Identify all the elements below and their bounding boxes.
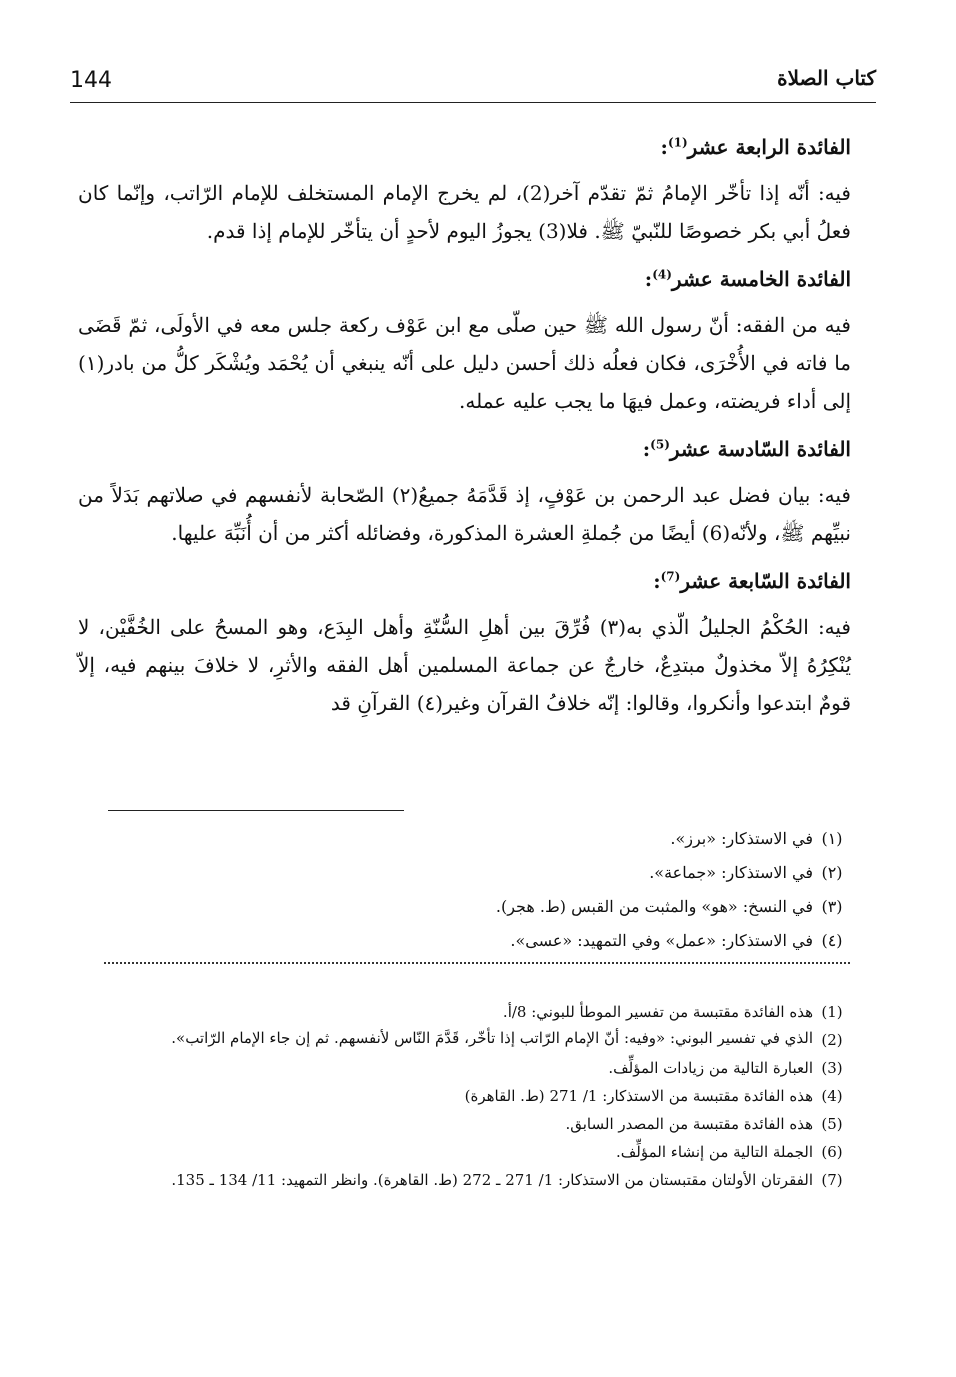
footnote-number: (7) bbox=[821, 1171, 843, 1189]
footnote-number: (٢) bbox=[821, 863, 843, 882]
page-number: 144 bbox=[70, 68, 112, 93]
footnote-number: (٤) bbox=[821, 931, 843, 950]
footnote-ref[interactable]: (1) bbox=[667, 135, 688, 150]
source-footnotes bbox=[76, 998, 851, 1194]
footnote-text: في الاستذكار: «برز». bbox=[670, 829, 813, 848]
footnote bbox=[76, 1082, 851, 1110]
section bbox=[78, 566, 851, 722]
footnote-text: هذه الفائدة مقتبسة من المصدر السابق. bbox=[565, 1115, 813, 1133]
footnote bbox=[76, 1110, 851, 1138]
footnote bbox=[380, 822, 851, 856]
footnote bbox=[380, 924, 851, 958]
footnote-text: الفقرتان الأولتان مقتبستان من الاستذكار: 1/ 271 ـ 272 (ط. القاهرة). وانظر التمهيد: 11/ 134 ـ 135. bbox=[171, 1171, 813, 1189]
footnote-text: العبارة التالية من زيادات المؤلِّف. bbox=[608, 1059, 813, 1077]
footnote bbox=[76, 1138, 851, 1166]
header-rule bbox=[70, 102, 876, 103]
section-paragraph: فيه: الحُكْمُ الجليلُ الّذي به(٣) فُرِّقَ بين أهلِ السُّنّةِ وأهل البِدَع، وهو المسحُ على الخُفَّيْن، لا يُنْكِرُهُ إلاّ مخذولٌ مبتدِعٌ، خارجٌ عن جماعة المسلمين أهل الفقه والأثرِ، لا خلافَ بينهم فيه، إلاّ قومٌ ابتدعوا وأنكروا، وقالوا: إنّه خلافُ القرآن وغير(٤) القرآنِ قد bbox=[78, 615, 851, 715]
footnote-text: الجملة التالية من إنشاء المؤلِّف. bbox=[616, 1143, 813, 1161]
footnote-text: في النسخ: «هو» والمثبت من القبس (ط. هجر). bbox=[495, 897, 813, 916]
footnote-number: (١) bbox=[821, 829, 843, 848]
footnote-separator bbox=[108, 810, 404, 811]
section bbox=[78, 434, 851, 552]
footnote bbox=[76, 1054, 851, 1082]
section bbox=[78, 132, 851, 250]
section-heading: الفائدة السّادسة عشر$^{(5)}$: bbox=[642, 437, 851, 461]
footnote-ref[interactable]: (7) bbox=[660, 569, 681, 584]
book-title: كتاب الصلاة bbox=[777, 66, 876, 90]
section-heading: الفائدة الرابعة عشر$^{(1)}$: bbox=[660, 135, 851, 159]
footnote-text: في الاستذكار: «جماعة». bbox=[649, 863, 813, 882]
footnote-ref[interactable]: (5) bbox=[650, 437, 670, 452]
footnote-text: هذه الفائدة مقتبسة من تفسير الموطأ للبوني: 8/أ. bbox=[502, 1003, 813, 1021]
footnote-number: (4) bbox=[821, 1087, 843, 1105]
footnote-number: (3) bbox=[821, 1059, 843, 1077]
section-paragraph: فيه من الفقه: أنّ رسول الله ﷺ حين صلّى مع ابن عَوْف ركعة جلس معه في الأولَى، ثمّ قَضَى ما فاته في الأُخْرَى، فكان فعلُه ذلك أحسن دليل على أنّه ينبغي أن يُحْمَد ويُشْكَر كلُّ من بادر(١) إلى أداء فريضته، وعمل فيهَا ما يجب عليه عمله. bbox=[78, 313, 851, 413]
footnote bbox=[76, 1026, 851, 1054]
section-heading: الفائدة الخامسة عشر$^{(4)}$: bbox=[644, 267, 851, 291]
footnote-text: في الاستذكار: «عمل» وفي التمهيد: «عسى». bbox=[510, 931, 813, 950]
page-header bbox=[70, 66, 876, 100]
footnote-number: (2) bbox=[821, 1031, 843, 1049]
footnote-number: (6) bbox=[821, 1143, 843, 1161]
main-text bbox=[78, 118, 851, 722]
section-paragraph: فيه: بيان فضل عبد الرحمن بن عَوْفٍ، إذ قَدَّمَهُ جميعُ(٢) الصّحابة لأنفسهم في صلاتهم بَدَلاً من نبيِّهم ﷺ، ولأنّه(6) أيضًا من جُملةِ العشرة المذكورة، وفضائله أكثر من أن أُنَبِّهَ عليها. bbox=[78, 483, 851, 545]
footnote bbox=[380, 890, 851, 924]
footnote-number: (٣) bbox=[821, 897, 843, 916]
footnote-number: (5) bbox=[821, 1115, 843, 1133]
footnote bbox=[76, 998, 851, 1026]
footnote-text: الذي في تفسير البوني: «وفيه: أنّ الإمام الرّاتب إذا تأخّر، قَدَّمَ النّاس لأنفسهم. ثم إن جاء الإمام الرّاتب». bbox=[171, 1029, 813, 1047]
footnote-ref[interactable]: (4) bbox=[652, 267, 672, 282]
footnote bbox=[380, 856, 851, 890]
footnote bbox=[76, 1166, 851, 1194]
section bbox=[78, 264, 851, 420]
section-paragraph: فيه: أنّه إذا تأخّر الإمامُ ثمّ تقدّم آخر(2)، لم يخرج الإمام المستخلف للإمام الرّاتب، وإنّما كان فعلُ أبي بكر خصوصًا للنّبيّ ﷺ. فلا(3) يجوزُ اليوم لأحدٍ أن يتأخّر للإمام إذا قدم. bbox=[78, 181, 851, 243]
section-heading: الفائدة السّابعة عشر$^{(7)}$: bbox=[653, 569, 851, 593]
footnote-number: (1) bbox=[821, 1003, 843, 1021]
dotted-separator bbox=[104, 962, 850, 964]
variant-footnotes bbox=[380, 822, 851, 958]
footnote-text: هذه الفائدة مقتبسة من الاستذكار: 1/ 271 (ط. القاهرة) bbox=[464, 1087, 813, 1105]
